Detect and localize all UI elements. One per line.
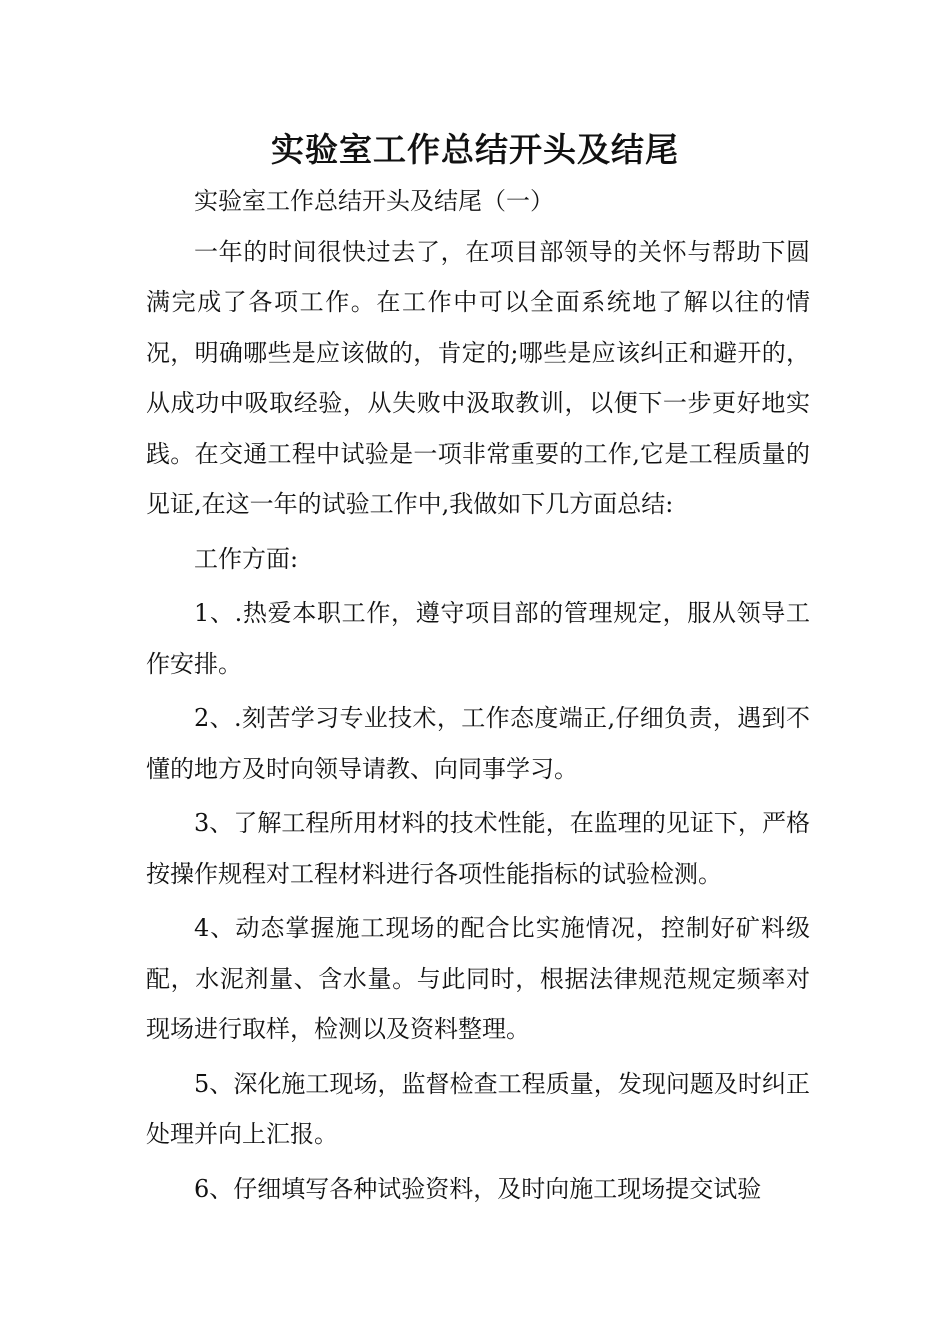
document-title: 实验室工作总结开头及结尾 bbox=[271, 130, 679, 169]
document-subtitle: 实验室工作总结开头及结尾（一） bbox=[194, 187, 554, 215]
document-body bbox=[146, 176, 810, 1214]
paragraph-item-1: 1、.热爱本职工作，遵守项目部的管理规定，服从领导工作安排。 bbox=[146, 599, 810, 678]
paragraph-item-6: 6、仔细填写各种试验资料，及时向施工现场提交试验 bbox=[194, 1174, 762, 1203]
paragraph-item-4: 4、动态掌握施工现场的配合比实施情况，控制好矿料级配，水泥剂量、含水量。与此同时，根据法律规范规定频率对现场进行取样，检测以及资料整理。 bbox=[146, 914, 810, 1043]
paragraph-intro: 一年的时间很快过去了，在项目部领导的关怀与帮助下圆满完成了各项工作。在工作中可以全面系统地了解以往的情况，明确哪些是应该做的，肯定的;哪些是应该纠正和避开的，从成功中吸取经验，从失败中汲取教训，以便下一步更好地实践。在交通工程中试验是一项非常重要的工作,它是工程质量的见证,在这一年的试验工作中,我做如下几方面总结: bbox=[146, 237, 810, 518]
paragraph-item-5: 5、深化施工现场，监督检查工程质量，发现问题及时纠正处理并向上汇报。 bbox=[146, 1069, 810, 1148]
paragraph-item-2: 2、.刻苦学习专业技术，工作态度端正,仔细负责，遇到不懂的地方及时向领导请教、向同事学习。 bbox=[146, 704, 810, 783]
paragraph-item-3: 3、了解工程所用材料的技术性能，在监理的见证下，严格按操作规程对工程材料进行各项性能指标的试验检测。 bbox=[146, 809, 810, 888]
paragraph-work-aspects: 工作方面: bbox=[194, 544, 299, 573]
